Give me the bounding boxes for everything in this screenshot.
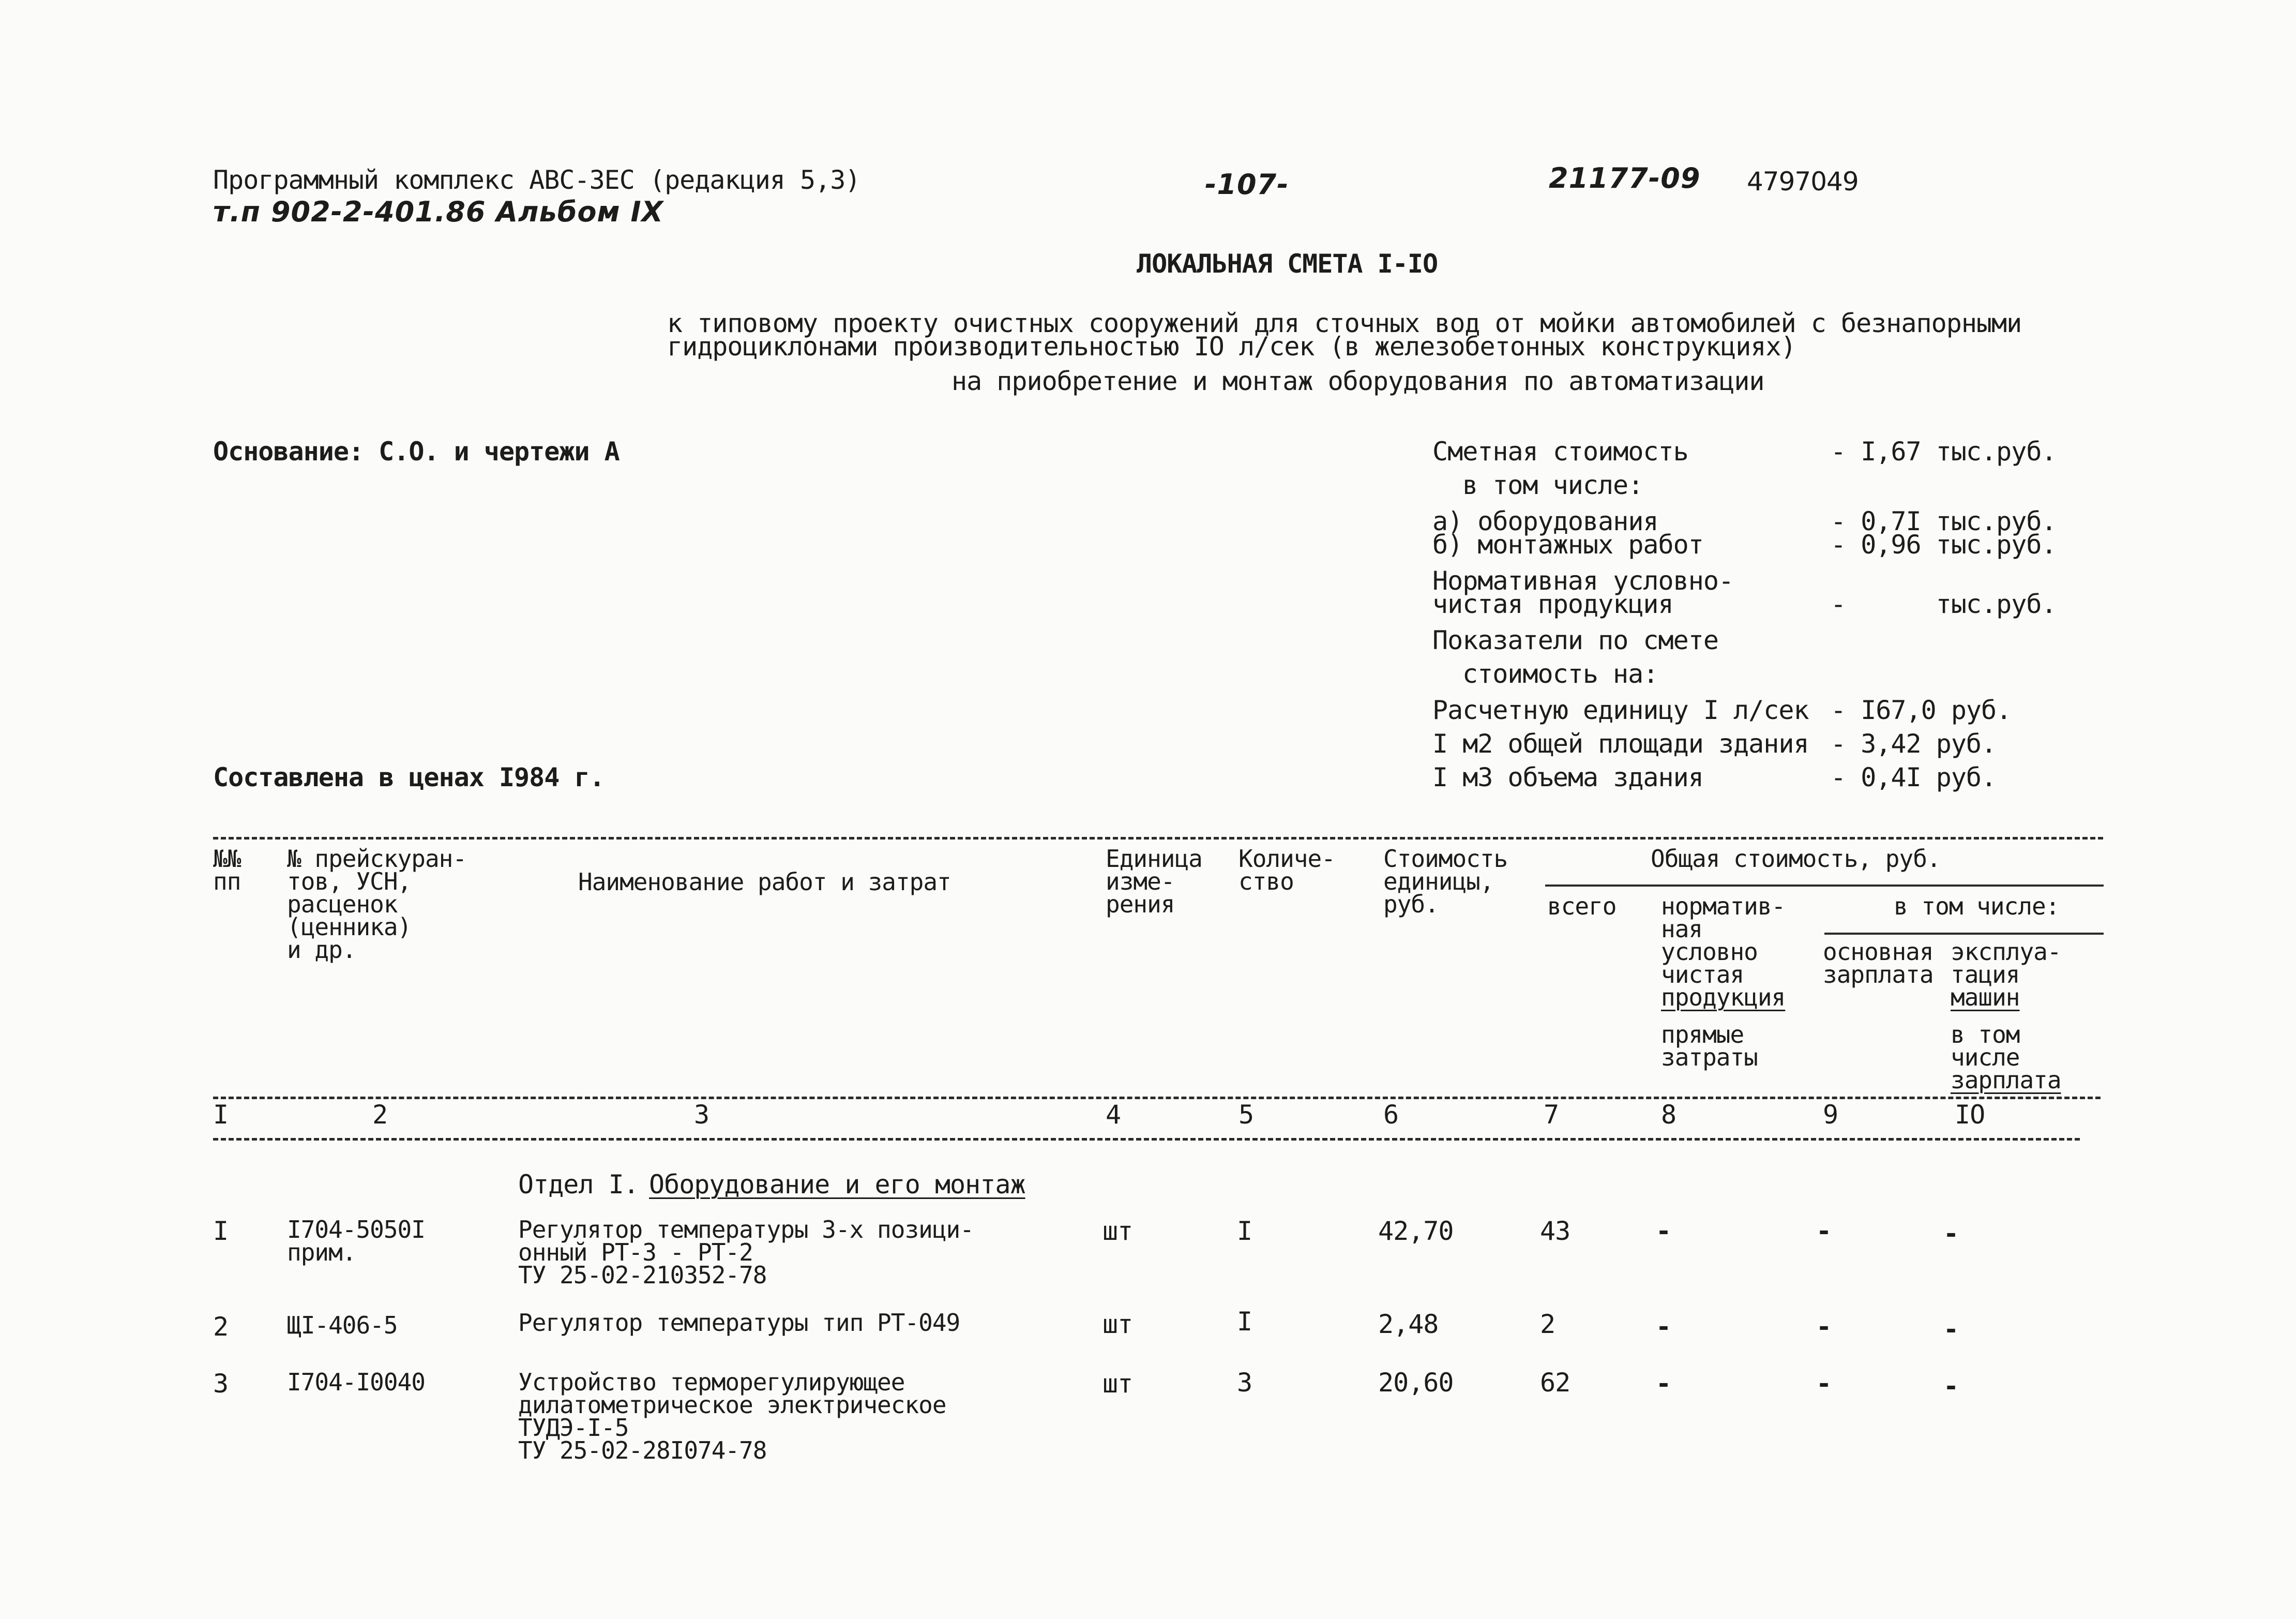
col-number-8: 8 bbox=[1661, 1100, 1676, 1130]
col-number-6: 6 bbox=[1383, 1100, 1399, 1130]
area-cost-label: I м2 общей площади здания bbox=[1432, 729, 1809, 759]
row-unit: шт bbox=[1102, 1369, 1133, 1399]
row-normative: - bbox=[1656, 1216, 1671, 1246]
including-label: в том числе: bbox=[1462, 470, 1643, 500]
normative-label-2: чистая продукция bbox=[1432, 589, 1673, 619]
indicators-label: Показатели по смете bbox=[1432, 625, 1718, 655]
including-group-rule bbox=[1824, 933, 2104, 935]
row-quantity: 3 bbox=[1237, 1368, 1252, 1398]
header-normative: норматив- ная условно чистая bbox=[1661, 892, 1786, 988]
header-direct-costs: прямые затраты bbox=[1661, 1021, 1758, 1071]
row-number: 2 bbox=[213, 1312, 229, 1342]
row-total: 43 bbox=[1540, 1216, 1570, 1246]
installation-value: - 0,96 тыс.руб. bbox=[1831, 530, 2057, 560]
header-normative-product: продукция bbox=[1661, 983, 1786, 1011]
compiled-prices-text: Составлена в ценах I984 г. bbox=[213, 762, 605, 792]
document-number: 4797049 bbox=[1747, 167, 1859, 197]
row-name: Устройство терморегулирующее дилатометрическое электрическое ТУДЭ-I-5 ТУ 25-02-28I074-78 bbox=[518, 1368, 946, 1464]
unit-cost-label: Расчетную единицу I л/сек bbox=[1432, 695, 1809, 725]
row-number: 3 bbox=[213, 1369, 229, 1399]
col-number-5: 5 bbox=[1238, 1100, 1254, 1130]
program-name: Программный комплекс АВС-ЗЕС (редакция 5,3) bbox=[213, 165, 860, 195]
section-title: Оборудование и его монтаж bbox=[649, 1170, 1025, 1200]
col-number-4: 4 bbox=[1106, 1100, 1121, 1130]
basis-text: Основание: С.О. и чертежи А bbox=[213, 437, 620, 467]
col-number-1: I bbox=[213, 1100, 229, 1130]
page-number: -107- bbox=[1205, 168, 1289, 201]
row-number: I bbox=[213, 1216, 229, 1246]
header-machines: машин bbox=[1951, 983, 2020, 1011]
row-unit: шт bbox=[1102, 1309, 1133, 1339]
header-salary: зарплата bbox=[1951, 1066, 2061, 1094]
row-name: Регулятор температуры тип РТ-049 bbox=[518, 1309, 960, 1337]
header-price-list: № прейскуран- тов, УСН, расценок (ценника) и др. bbox=[287, 845, 467, 964]
header-including-short: в том числе bbox=[1951, 1021, 2020, 1071]
header-total-group: Общая стоимость, руб. bbox=[1651, 845, 1941, 873]
equipment-label: а) оборудования bbox=[1432, 506, 1658, 536]
header-row-number: №№ пп bbox=[213, 845, 241, 895]
area-cost-value: - 3,42 руб. bbox=[1831, 729, 1997, 759]
table-top-rule bbox=[213, 837, 2103, 840]
header-name: Наименование работ и затрат bbox=[578, 868, 951, 896]
handwritten-code: 21177-09 bbox=[1549, 162, 1701, 194]
row-normative: - bbox=[1656, 1369, 1671, 1399]
row-code: I704-5050I прим. bbox=[287, 1216, 425, 1266]
normative-label-1: Нормативная условно- bbox=[1432, 566, 1734, 596]
document-title: ЛОКАЛЬНАЯ СМЕТА I-IO bbox=[1137, 249, 1438, 279]
col-number-3: 3 bbox=[694, 1100, 709, 1130]
row-machine-operation: - bbox=[1943, 1219, 1959, 1249]
handwritten-reference: т.п 902-2-401.86 Альбом IX bbox=[213, 196, 664, 228]
row-base-salary: - bbox=[1816, 1369, 1832, 1399]
col-number-rule bbox=[213, 1138, 2080, 1141]
title-line-1: к типовому проекту очистных сооружений для сточных вод от мойки автомобилей с безнапорными bbox=[667, 308, 2022, 338]
section-prefix: Отдел I. bbox=[518, 1170, 639, 1200]
col-number-2: 2 bbox=[372, 1100, 388, 1130]
header-quantity: Количе- ство bbox=[1238, 845, 1335, 895]
row-quantity: I bbox=[1237, 1216, 1252, 1246]
row-quantity: I bbox=[1237, 1307, 1252, 1337]
header-unit-cost: Стоимость единицы, руб. bbox=[1383, 845, 1508, 918]
col-number-10: IO bbox=[1955, 1100, 1985, 1130]
row-total: 2 bbox=[1540, 1309, 1555, 1339]
col-number-7: 7 bbox=[1544, 1100, 1559, 1130]
row-code: ЩI-406-5 bbox=[287, 1311, 398, 1339]
header-bottom-rule bbox=[213, 1097, 2101, 1099]
cost-on-label: стоимость на: bbox=[1462, 659, 1658, 689]
row-unit-price: 42,70 bbox=[1378, 1216, 1454, 1246]
header-base-salary: основная зарплата bbox=[1823, 938, 1934, 988]
unit-cost-value: - I67,0 руб. bbox=[1831, 695, 2012, 725]
col-number-9: 9 bbox=[1823, 1100, 1838, 1130]
row-code: I704-I0040 bbox=[287, 1368, 425, 1396]
header-including-group: в том числе: bbox=[1894, 892, 2060, 920]
row-unit: шт bbox=[1102, 1216, 1133, 1246]
installation-label: б) монтажных работ bbox=[1432, 530, 1703, 560]
title-line-3: на приобретение и монтаж оборудования по автоматизации bbox=[951, 366, 1764, 396]
row-base-salary: - bbox=[1816, 1216, 1832, 1246]
volume-cost-label: I м3 объема здания bbox=[1432, 762, 1703, 792]
row-name: Регулятор температуры 3-х позици- онный РТ-3 - РТ-2 ТУ 25-02-210352-78 bbox=[518, 1216, 974, 1289]
estimated-cost-label: Сметная стоимость bbox=[1432, 437, 1688, 467]
header-unit: Единица изме- рения bbox=[1106, 845, 1202, 918]
normative-value: - тыс.руб. bbox=[1831, 589, 2057, 619]
row-unit-price: 2,48 bbox=[1378, 1309, 1439, 1339]
row-normative: - bbox=[1656, 1312, 1671, 1342]
estimated-cost-value: - I,67 тыс.руб. bbox=[1831, 437, 2057, 467]
volume-cost-value: - 0,4I руб. bbox=[1831, 762, 1997, 792]
row-machine-operation: - bbox=[1943, 1314, 1959, 1344]
equipment-value: - 0,7I тыс.руб. bbox=[1831, 506, 2057, 536]
total-group-rule bbox=[1545, 885, 2104, 887]
row-total: 62 bbox=[1540, 1368, 1570, 1398]
header-machine-operation: эксплуа- тация bbox=[1951, 938, 2061, 988]
row-unit-price: 20,60 bbox=[1378, 1368, 1454, 1398]
row-base-salary: - bbox=[1816, 1312, 1832, 1342]
header-total: всего bbox=[1547, 892, 1617, 920]
title-line-2: гидроциклонами производительностью IO л/сек (в железобетонных конструкциях) bbox=[667, 332, 1796, 362]
row-machine-operation: - bbox=[1943, 1371, 1959, 1401]
